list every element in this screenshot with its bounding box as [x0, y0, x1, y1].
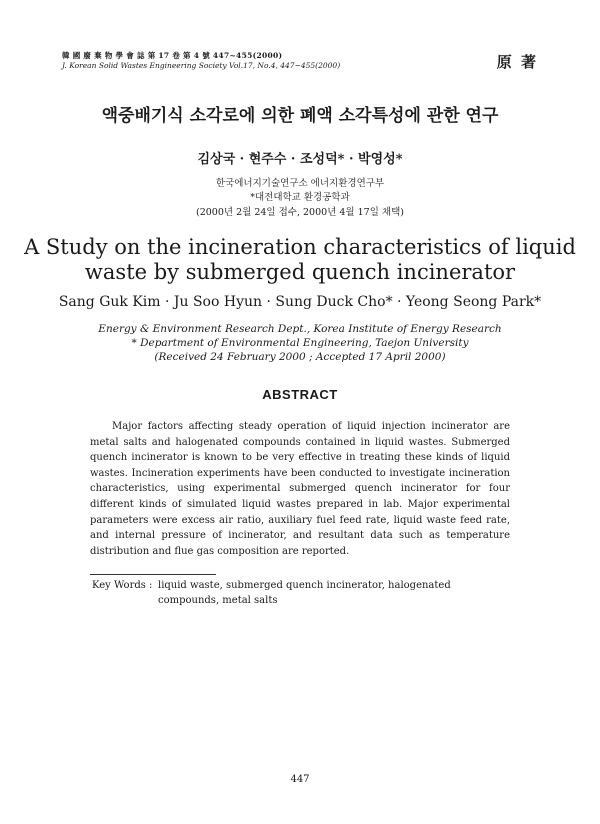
- english-title-line-2: waste by submerged quench incinerator: [84, 260, 516, 284]
- korean-title: 액중배기식 소각로에 의한 폐액 소각특성에 관한 연구: [101, 106, 499, 126]
- journal-line-english: J. Korean Solid Wastes Engineering Society Vol.17, No.4, 447~455(2000): [62, 61, 341, 70]
- english-title-line-1: A Study on the incineration characteristics of liquid: [24, 235, 576, 259]
- english-authors: Sang Guk Kim · Ju Soo Hyun · Sung Duck Cho* · Yeong Seong Park*: [58, 294, 542, 310]
- keywords-text: liquid waste, submerged quench incinerator, halogenated compounds, metal salts: [158, 580, 451, 606]
- abstract-body: Major factors affecting steady operation of liquid injection incinerator are metal salts and halogenated compounds contained in liquid wastes. Submerged quench incinerator is known to be very effective in treating these kinds of liquid wastes. Incineration experiments have been conducted to investigate incineration characteristics, using experimental submerged quench incinerator for four different kinds of simulated liquid wastes prepared in lab. Major experimental parameters were excess air ratio, auxiliary fuel feed rate, liquid waste feed rate, and internal pressure of incinerator, and resultant data such as temperature distribution and flue gas composition are reported.: [90, 421, 510, 557]
- english-title: [0, 235, 600, 285]
- english-received-dates: (Received 24 February 2000 ; Accepted 17 April 2000): [154, 351, 446, 363]
- korean-affiliation-2: *대전대학교 환경공학과: [250, 192, 350, 203]
- journal-line-korean: 韓 國 廢 棄 物 學 會 誌 第 17 卷 第 4 號 447~455(2000): [62, 51, 283, 60]
- english-affiliation-2: * Department of Environmental Engineering, Taejon University: [131, 337, 469, 349]
- journal-header: [62, 51, 340, 71]
- korean-authors: 김상국 · 현주수 · 조성덕* · 박영성*: [197, 152, 403, 167]
- page-number: 447: [290, 774, 310, 785]
- korean-affiliation-1: 한국에너지기술연구소 에너지환경연구부: [215, 178, 385, 189]
- article-type-tag: 原 著: [496, 53, 538, 71]
- korean-received-dates: (2000년 2월 24일 접수, 2000년 4월 17일 채택): [196, 207, 404, 218]
- english-affiliation-1: Energy & Environment Research Dept., Korea Institute of Energy Research: [98, 323, 502, 335]
- keywords-divider: [90, 574, 216, 575]
- abstract-heading: ABSTRACT: [262, 387, 338, 402]
- keywords: [92, 578, 512, 608]
- keywords-label: Key Words :: [92, 580, 153, 591]
